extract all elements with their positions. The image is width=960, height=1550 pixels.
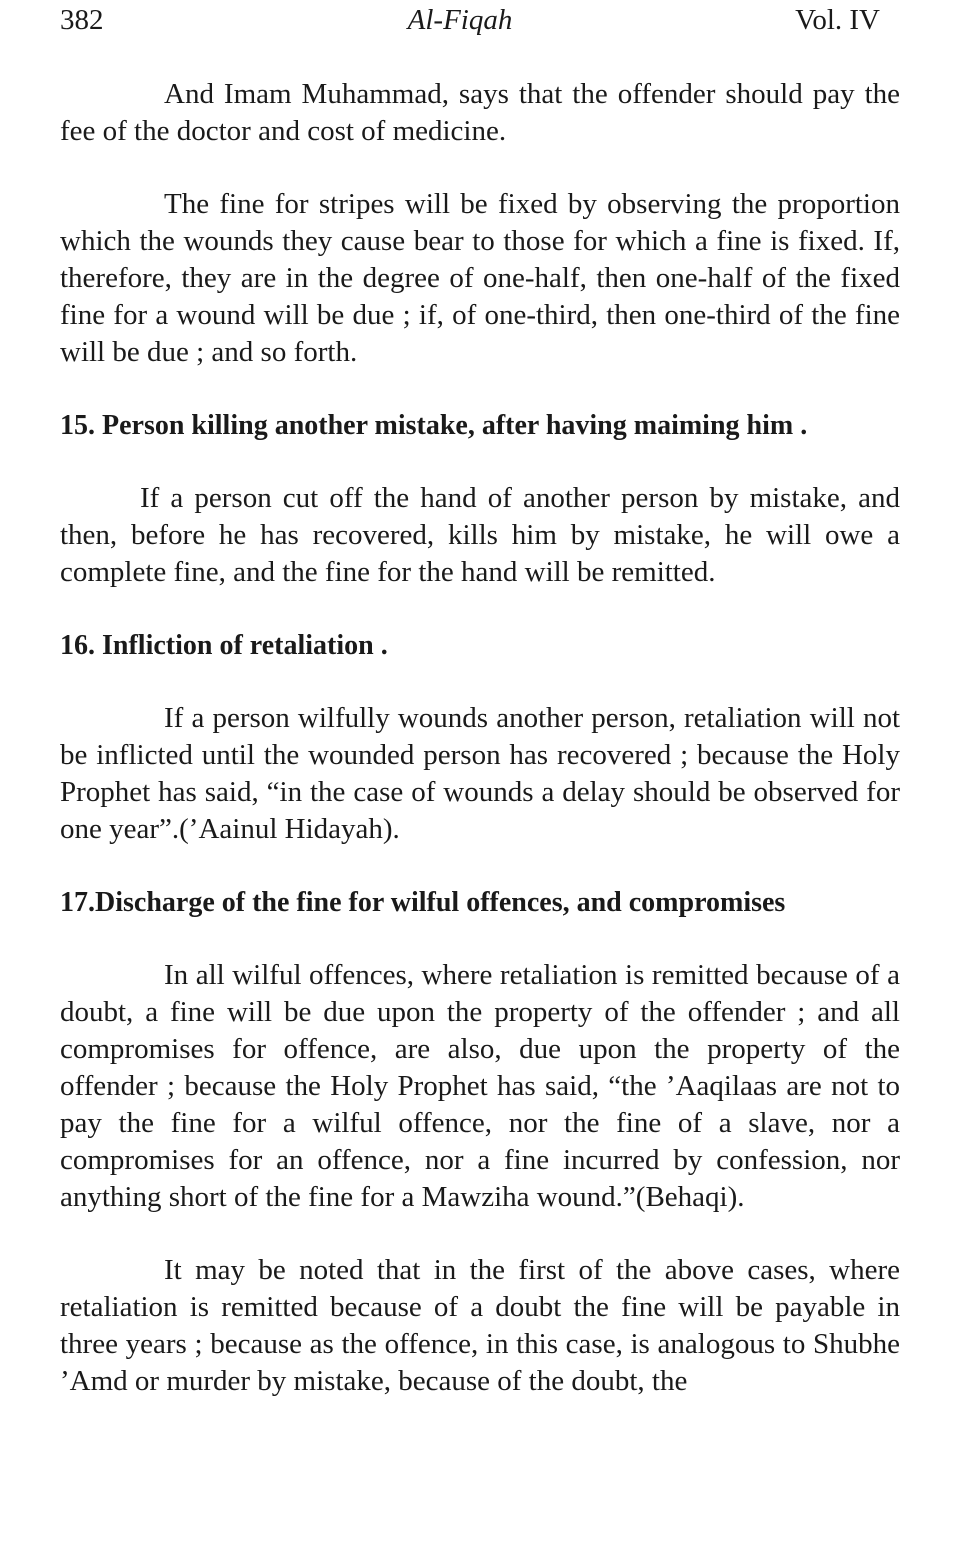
page-header	[60, 0, 900, 52]
page-number: 382	[60, 4, 104, 36]
paragraph-retaliation-delay: If a person wilfully wounds another person, retaliation will not be inflicted until the wounded person has recovered ; because the Holy Prophet has said, “in the case of wounds a delay should be observed for one year”.(’Aainul Hidayah).	[60, 702, 900, 845]
document-page	[60, 0, 900, 1400]
paragraph-fine-for-stripes: The fine for stripes will be fixed by observing the proportion which the wounds they cause bear to those for which a fine is fixed. If, therefore, they are in the degree of one-half, then one-half of the fixed fine for a wound will be due ; if, of one-third, then one-third of the fine will be due ; and so forth.	[60, 188, 900, 368]
paragraph-three-years: It may be noted that in the first of the above cases, where retaliation is remitted because of a doubt the fine will be payable in three years ; because as the offence, in this case, is analogous to Shubhe ’Amd or murder by mistake, because of the doubt, the	[60, 1254, 900, 1397]
paragraph-wilful-offences: In all wilful offences, where retaliation is remitted because of a doubt, a fine will be due upon the property of the offender ; and all compromises for offence, are also, due upon the property of the offender ; because the Holy Prophet has said, “the ’Aaqilaas are not to pay the fine for a wilful offence, nor the fine of a slave, nor a compromises for an offence, nor a fine incurred by confession, nor anything short of the fine for a Mawziha wound.”(Behaqi).	[60, 959, 900, 1213]
heading-section-15: 15. Person killing another mistake, after having maiming him .	[60, 410, 808, 441]
heading-section-16: 16. Infliction of retaliation .	[60, 630, 388, 661]
volume-label: Vol. IV	[795, 4, 880, 36]
paragraph-hand-cut-off: If a person cut off the hand of another person by mistake, and then, before he has recovered, kills him by mistake, he will owe a complete fine, and the fine for the hand will be remitted.	[60, 482, 900, 588]
book-title: Al-Fiqah	[407, 4, 513, 36]
heading-section-17: 17.Discharge of the fine for wilful offences, and compromises	[60, 887, 786, 918]
paragraph-doctor-fee: And Imam Muhammad, says that the offender should pay the fee of the doctor and cost of medicine.	[60, 78, 900, 147]
